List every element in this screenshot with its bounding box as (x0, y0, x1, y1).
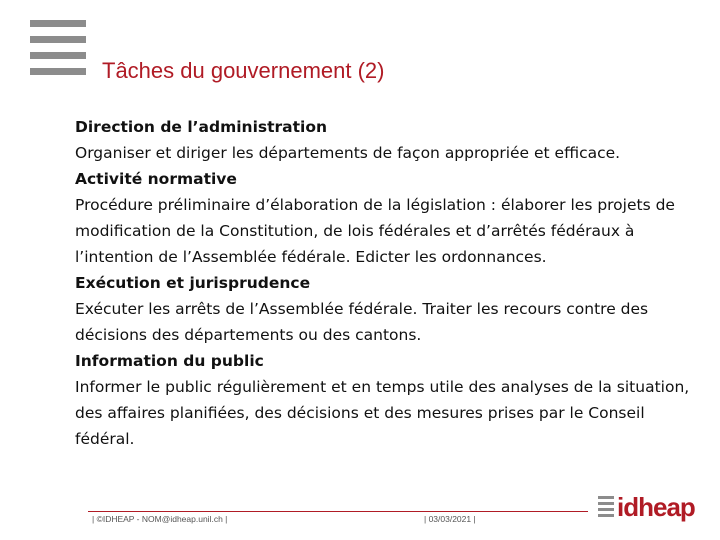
brand-text: idheap (617, 492, 695, 522)
section-text: Procédure préliminaire d’élaboration de la législation : élaborer les projets de modification de la Constitution, de lois fédérales et d’arrêtés fédéraux à l’intention de l’Assemblée fédérale. Edicter les ordonnances. (75, 196, 675, 266)
section-text: Organiser et diriger les départements de façon appropriée et efficace. (75, 144, 621, 162)
footer-copyright: | ©IDHEAP - NOM@idheap.unil.ch | (92, 514, 228, 524)
logo-bar (30, 68, 86, 75)
section-text: Exécuter les arrêts de l’Assemblée fédérale. Traiter les recours contre des décisions des départements ou des cantons. (75, 300, 649, 344)
idheap-logo (598, 492, 695, 523)
logo-bar (30, 20, 86, 27)
footer-divider (88, 511, 588, 512)
section-heading: Activité normative (75, 170, 237, 188)
section-heading: Exécution et jurisprudence (75, 274, 311, 292)
slide-content (75, 114, 705, 452)
section-text: Informer le public régulièrement et en temps utile des analyses de la situation, des affaires planifiées, des décisions et des mesures prises par le Conseil fédéral. (75, 378, 690, 448)
footer-date: | 03/03/2021 | (424, 514, 476, 524)
logo-bar (30, 36, 86, 43)
slide-title: Tâches du gouvernement (2) (102, 58, 385, 83)
section-heading: Direction de l’administration (75, 118, 328, 136)
logo-bars (30, 20, 86, 84)
brand-bars-icon (598, 496, 614, 520)
logo-bar (30, 52, 86, 59)
section-heading: Information du public (75, 352, 264, 370)
